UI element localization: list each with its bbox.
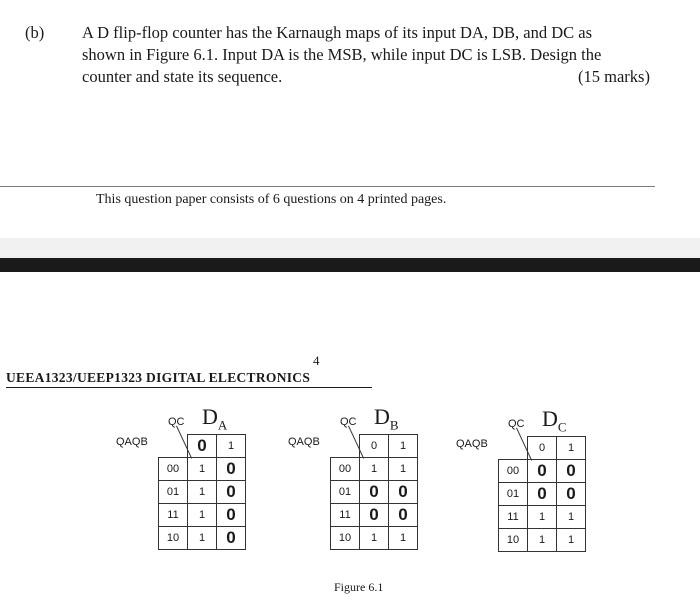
kmap-col-header: 0 <box>360 435 389 458</box>
kmap-corner <box>499 437 528 460</box>
kmap-row-header: 01 <box>331 481 360 504</box>
kmap-row-header: 00 <box>499 460 528 483</box>
kmap-corner <box>159 435 188 458</box>
kmap-row-header: 11 <box>159 504 188 527</box>
kmap-row-header: 01 <box>499 483 528 506</box>
page-number: 4 <box>313 353 320 368</box>
kmap-cell: 1 <box>389 527 418 550</box>
kmap-column-variable: QC <box>168 416 185 428</box>
kmap-table <box>498 436 586 552</box>
kmap-cell: 1 <box>389 458 418 481</box>
kmap-cell: 1 <box>557 529 586 552</box>
kmap-row-header: 11 <box>331 504 360 527</box>
kmap-cell: 1 <box>360 458 389 481</box>
kmap-corner <box>331 435 360 458</box>
kmap-cell: 1 <box>188 458 217 481</box>
kmap-cell: 1 <box>188 481 217 504</box>
footer-note: This question paper consists of 6 questions on 4 printed pages. <box>96 192 447 207</box>
kmap-col-header: 1 <box>557 437 586 460</box>
question-line-3: counter and state its sequence. <box>82 67 283 86</box>
kmap-cell: 0 <box>360 504 389 527</box>
kmap-row-header: 01 <box>159 481 188 504</box>
kmap-cell: 0 <box>557 483 586 506</box>
kmap-col-header: 1 <box>389 435 418 458</box>
kmap-title: $D_A$ <box>202 404 228 433</box>
kmap-cell: 0 <box>528 460 557 483</box>
kmap-cell: 0 <box>557 460 586 483</box>
kmap-column-variable: QC <box>508 418 525 430</box>
kmap-row-header: 10 <box>159 527 188 550</box>
kmap-row-variable: QAQB <box>288 436 320 448</box>
kmap-cell: 1 <box>557 506 586 529</box>
kmap-row-header: 10 <box>331 527 360 550</box>
kmap-cell: 1 <box>188 527 217 550</box>
kmap-cell: 0 <box>389 504 418 527</box>
kmap-table <box>330 434 418 550</box>
kmap-cell: 1 <box>188 504 217 527</box>
question-marks: (15 marks) <box>578 67 650 86</box>
kmap-title: $D_B$ <box>374 404 399 433</box>
figure-caption: Figure 6.1 <box>334 580 384 594</box>
page-gap <box>0 238 700 258</box>
kmap-c <box>456 406 586 552</box>
kmap-row-variable: QAQB <box>456 438 488 450</box>
kmap-title: $D_C$ <box>542 406 567 435</box>
kmap-row-header: 10 <box>499 529 528 552</box>
kmap-table <box>158 434 246 550</box>
page-rule <box>0 186 655 187</box>
kmap-col-header: 0 <box>188 435 217 458</box>
kmap-cell: 1 <box>360 527 389 550</box>
kmap-cell: 0 <box>217 458 246 481</box>
kmap-cell: 0 <box>217 504 246 527</box>
kmap-b <box>288 404 418 550</box>
page-separator-band <box>0 258 700 272</box>
course-title: UEEA1323/UEEP1323 DIGITAL ELECTRONICS <box>6 370 311 385</box>
kmap-col-header: 1 <box>217 435 246 458</box>
kmap-row-header: 00 <box>159 458 188 481</box>
kmap-cell: 0 <box>528 483 557 506</box>
kmap-cell: 1 <box>528 529 557 552</box>
kmap-row-variable: QAQB <box>116 436 148 448</box>
course-title-underline <box>6 387 372 388</box>
kmap-cell: 0 <box>360 481 389 504</box>
kmap-cell: 0 <box>217 481 246 504</box>
kmap-column-variable: QC <box>340 416 357 428</box>
kmap-row-header: 11 <box>499 506 528 529</box>
kmap-col-header: 0 <box>528 437 557 460</box>
kmap-a <box>116 404 246 550</box>
kmap-cell: 1 <box>528 506 557 529</box>
question-line-2: shown in Figure 6.1. Input DA is the MSB, while input DC is LSB. Design the <box>82 45 602 64</box>
kmap-cell: 0 <box>389 481 418 504</box>
question-label: (b) <box>25 23 45 42</box>
kmap-row-header: 00 <box>331 458 360 481</box>
question-line-1: A D flip-flop counter has the Karnaugh maps of its input DA, DB, and DC as <box>82 23 593 42</box>
kmap-cell: 0 <box>217 527 246 550</box>
